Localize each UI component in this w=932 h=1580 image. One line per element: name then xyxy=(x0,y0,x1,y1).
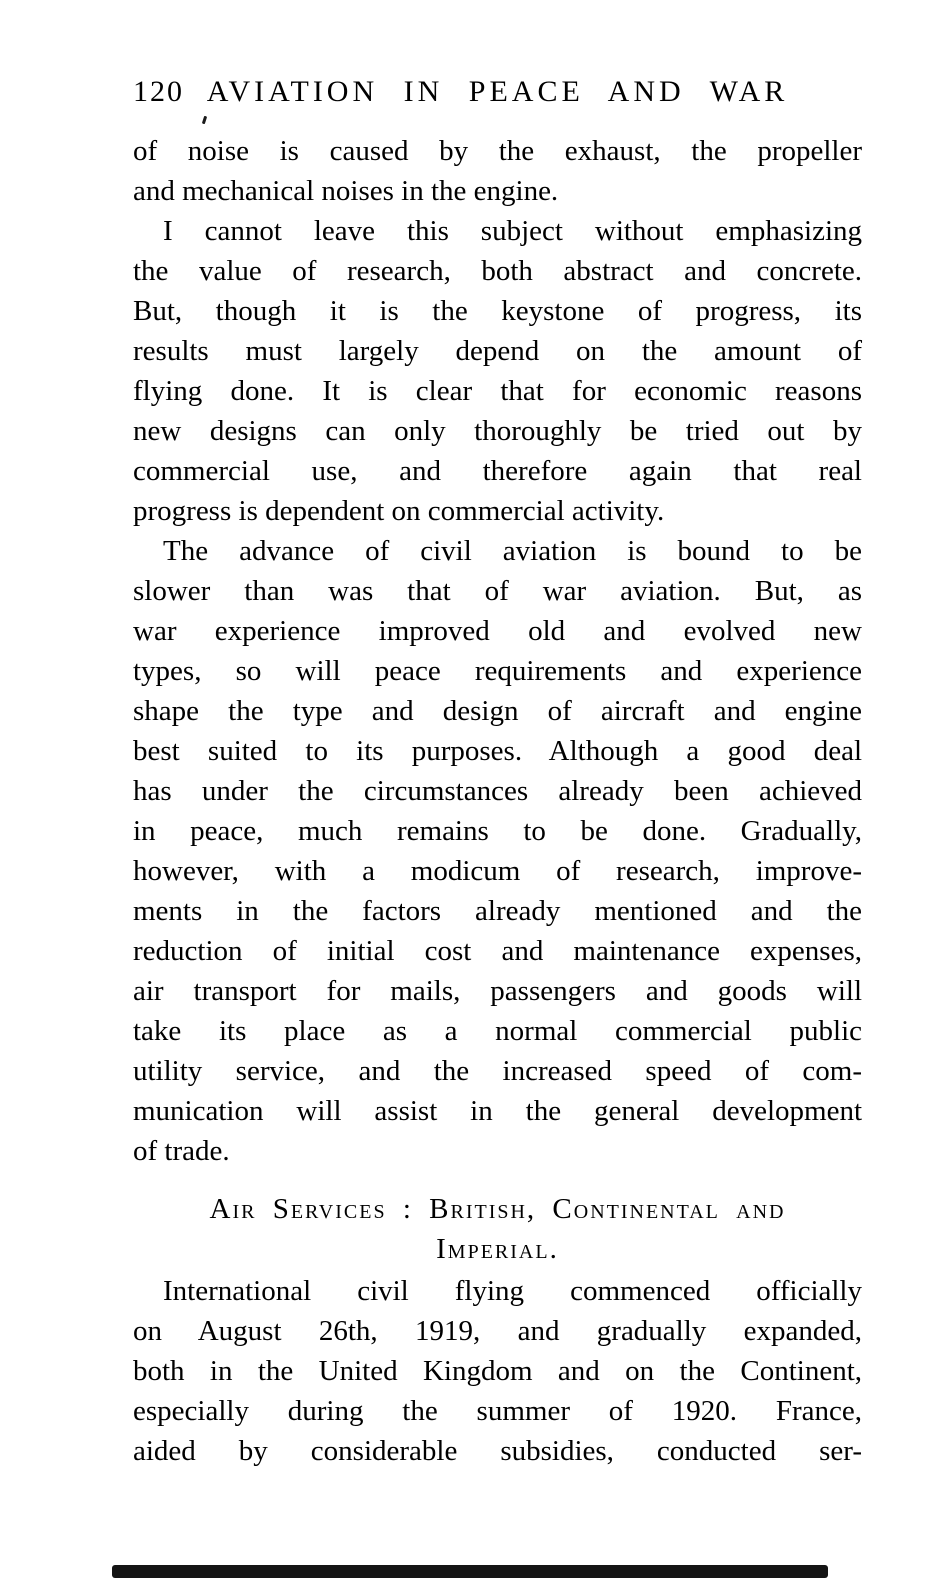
text-line: flying done. It is clear that for economic reasons xyxy=(133,375,862,407)
text-line: especially during the summer of 1920. France, xyxy=(133,1395,862,1427)
text-line: on August 26th, 1919, and gradually expanded, xyxy=(133,1315,862,1347)
text-line: take its place as a normal commercial public xyxy=(133,1015,862,1047)
text-line: utility service, and the increased speed of com- xyxy=(133,1055,862,1087)
paragraph xyxy=(133,531,862,1171)
text-line: The advance of civil aviation is bound to be xyxy=(163,535,862,567)
text-line: has under the circumstances already been achieved xyxy=(133,775,862,807)
page-number: 120 xyxy=(133,75,184,108)
scan-artifact-bar xyxy=(112,1565,828,1578)
paragraph xyxy=(133,211,862,531)
text-line: of trade. xyxy=(133,1135,230,1167)
text-line: aided by considerable subsidies, conducted ser- xyxy=(133,1435,862,1467)
heading-line: Air Services : British, Continental and xyxy=(209,1193,786,1225)
text-line: both in the United Kingdom and on the Continent, xyxy=(133,1355,862,1387)
text-line: war experience improved old and evolved new xyxy=(133,615,862,647)
paragraph xyxy=(133,131,862,211)
text-line: slower than was that of war aviation. But, as xyxy=(133,575,862,607)
text-line: in peace, much remains to be done. Gradually, xyxy=(133,815,862,847)
scan-speck-artifact xyxy=(202,116,207,125)
text-line: the value of research, both abstract and concrete. xyxy=(133,255,862,287)
text-line: new designs can only thoroughly be tried out by xyxy=(133,415,862,447)
heading-line: Imperial. xyxy=(436,1233,559,1265)
section-heading xyxy=(133,1189,862,1269)
text-line: however, with a modicum of research, improve- xyxy=(133,855,862,887)
text-line: shape the type and design of aircraft and engine xyxy=(133,695,862,727)
text-line: But, though it is the keystone of progress, its xyxy=(133,295,862,327)
text-line: reduction of initial cost and maintenance expenses, xyxy=(133,935,862,967)
running-title: AVIATION IN PEACE AND WAR xyxy=(206,75,789,108)
text-line: ments in the factors already mentioned and the xyxy=(133,895,862,927)
text-line: best suited to its purposes. Although a good deal xyxy=(133,735,862,767)
text-line: commercial use, and therefore again that real xyxy=(133,455,862,487)
paragraph xyxy=(133,1271,862,1471)
text-line: progress is dependent on commercial activity. xyxy=(133,495,665,527)
text-line: I cannot leave this subject without emphasizing xyxy=(163,215,862,247)
text-line: results must largely depend on the amount of xyxy=(133,335,862,367)
text-line: types, so will peace requirements and experience xyxy=(133,655,862,687)
text-line: air transport for mails, passengers and goods will xyxy=(133,975,862,1007)
text-body xyxy=(133,131,862,1471)
text-line: of noise is caused by the exhaust, the propeller xyxy=(133,135,862,167)
text-line: and mechanical noises in the engine. xyxy=(133,175,559,207)
page-header xyxy=(133,74,862,110)
text-line: International civil flying commenced officially xyxy=(163,1275,862,1307)
text-line: munication will assist in the general development xyxy=(133,1095,862,1127)
